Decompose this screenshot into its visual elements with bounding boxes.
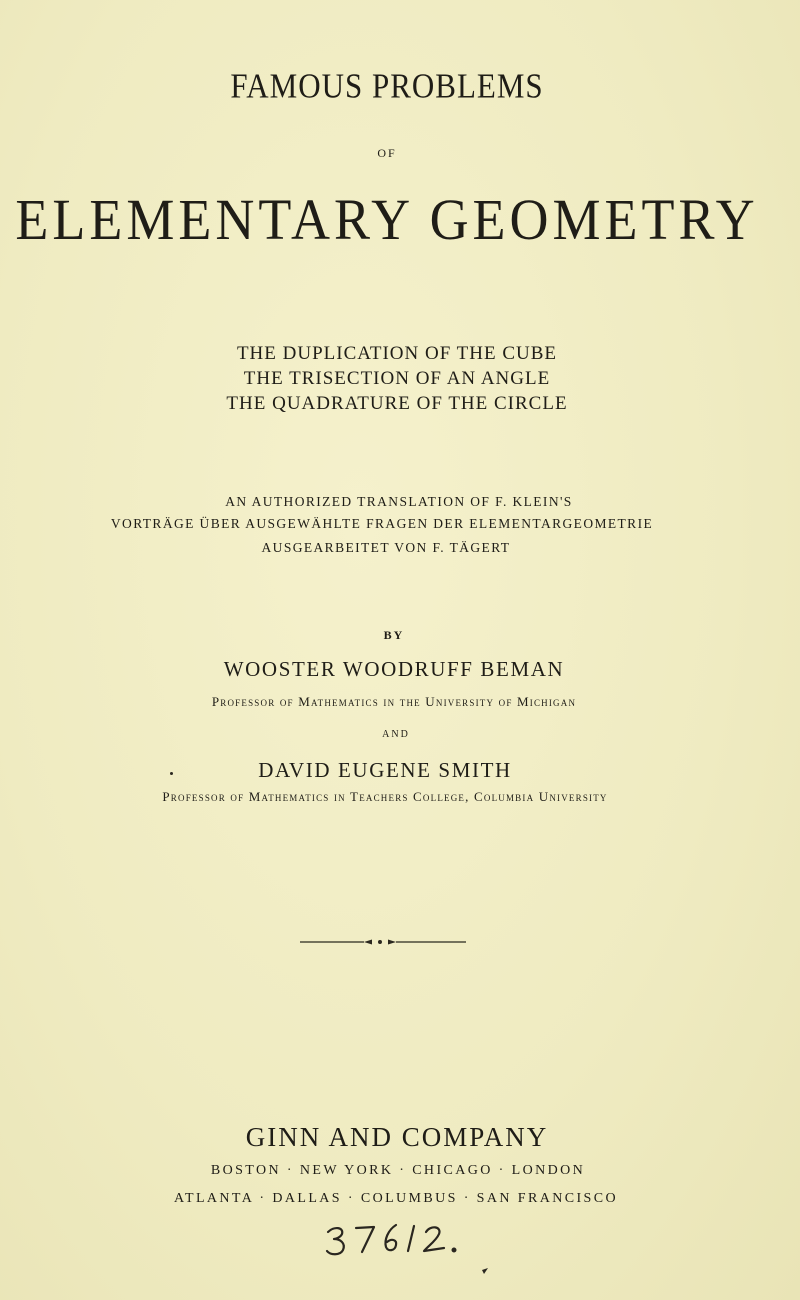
subtitle-line: THE QUADRATURE OF THE CIRCLE: [226, 393, 568, 414]
ornament-rule: [300, 935, 466, 949]
publisher-name: GINN AND COMPANY: [245, 1122, 549, 1152]
translation-note-line: AN AUTHORIZED TRANSLATION OF F. KLEIN'S: [225, 494, 573, 509]
title-main-line: ELEMENTARY GEOMETRY: [15, 187, 759, 252]
author-name: DAVID EUGENE SMITH: [258, 758, 512, 782]
author-name: WOOSTER WOODRUFF BEMAN: [223, 657, 565, 681]
handwritten-accession-number: [322, 1212, 502, 1282]
subtitle-line: THE TRISECTION OF AN ANGLE: [243, 368, 551, 389]
ink-speck: [170, 772, 173, 775]
title-of-word: OF: [377, 146, 397, 160]
publisher-cities: ATLANTA · DALLAS · COLUMBUS · SAN FRANCISCO: [174, 1191, 618, 1206]
publisher-cities: BOSTON · NEW YORK · CHICAGO · LONDON: [210, 1163, 586, 1178]
translation-note-line: AUSGEARBEITET VON F. TÄGERT: [261, 540, 511, 555]
author-affiliation: Professor of Mathematics in Teachers College, Columbia University: [162, 789, 608, 804]
author-affiliation: Professor of Mathematics in the University of Michigan: [211, 694, 577, 709]
title-top-line: FAMOUS PROBLEMS: [230, 66, 544, 106]
translation-note-line: VORTRÄGE ÜBER AUSGEWÄHLTE FRAGEN DER ELEMENTARGEOMETRIE: [110, 516, 654, 531]
by-label: BY: [383, 628, 405, 642]
and-label: AND: [382, 729, 410, 740]
subtitle-line: THE DUPLICATION OF THE CUBE: [236, 343, 558, 364]
